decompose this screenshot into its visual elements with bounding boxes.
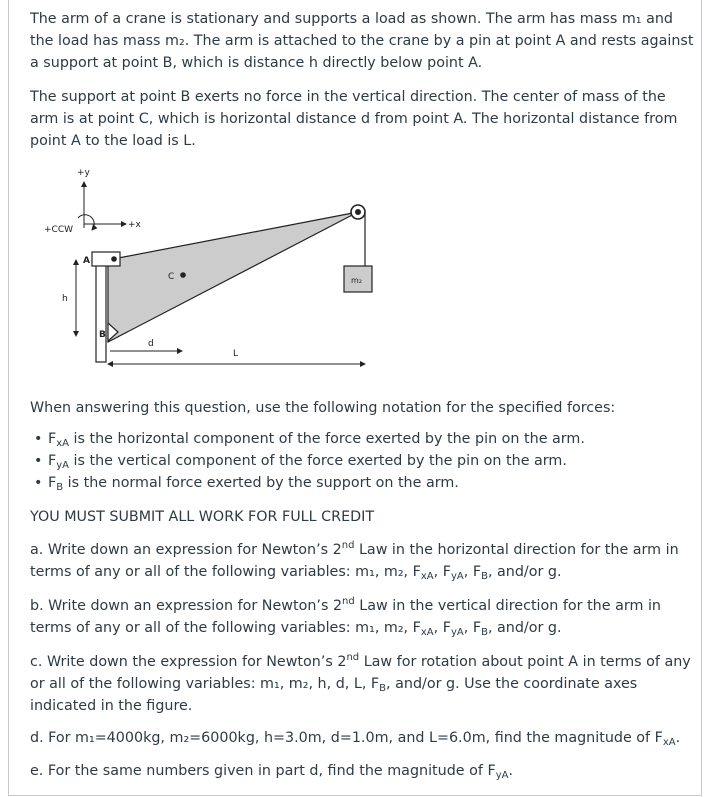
problem-paragraph-2: The support at point B exerts no force in the vertical direction. The center of mass of the arm is at point C, which is horizontal distance d from point A. The horizontal distance from point A to the load is L.: [30, 89, 678, 149]
center-of-mass-dot: [180, 272, 186, 278]
ccw-label: +CCW: [44, 225, 74, 235]
crane-diagram: [30, 160, 380, 375]
load-m2-label: m₂: [351, 276, 362, 285]
notation-intro: When answering this question, use the following notation for the specified forces:: [30, 400, 616, 416]
part-c: c. Write down the expression for Newton’s 2nd Law for rotation about point A in terms of any or all of the following variables: m₁, m₂, h, d, L, $F_B$, and/or g. Use the coordinate axes indicated in the figure.: [30, 652, 691, 714]
coordinate-axes: [44, 168, 142, 235]
pulley-hub: [355, 209, 361, 215]
ccw-arc-icon: [78, 215, 94, 230]
point-a-label: A: [83, 256, 90, 266]
problem-paragraph-1: The arm of a crane is stationary and supports a load as shown. The arm has mass m₁ and the load has mass m₂. The arm is attached to the crane by a pin at point A and rests against a support at point B, which is distance h directly below point A.: [30, 11, 694, 71]
pin-a: [111, 256, 117, 262]
crane-arm: [108, 212, 358, 342]
point-b-label: B: [99, 330, 106, 340]
h-label: h: [62, 294, 68, 304]
part-a: a. Write down an expression for Newton’s 2nd Law in the horizontal direction for the arm in terms of any or all of the following variables: m₁, m₂, $F_{xA}$, $F_{yA}$, $F_B$, and/or g.: [30, 540, 679, 582]
force-notation-list: [30, 428, 585, 494]
question-card: [8, 0, 702, 796]
list-item: • $F_{yA}$ is the vertical component of the force exerted by the pin on the arm.: [30, 450, 585, 472]
part-d: d. For m₁=4000kg, m₂=6000kg, h=3.0m, d=1.0m, and L=6.0m, find the magnitude of $F_{xA}$.: [30, 730, 681, 748]
list-item: • $F_B$ is the normal force exerted by the support on the arm.: [30, 472, 585, 494]
point-c-label: C: [168, 272, 175, 282]
part-e: e. For the same numbers given in part d, find the magnitude of $F_{yA}$.: [30, 763, 513, 781]
submit-notice: YOU MUST SUBMIT ALL WORK FOR FULL CREDIT: [30, 509, 375, 525]
plus-x-label: +x: [128, 220, 141, 230]
plus-y-label: +y: [77, 168, 90, 178]
part-b: b. Write down an expression for Newton’s 2nd Law in the vertical direction for the arm in terms of any or all of the following variables: m₁, m₂, $F_{xA}$, $F_{yA}$, $F_B$, and/or g.: [30, 596, 661, 638]
d-label: d: [148, 339, 154, 349]
list-item: • $F_{xA}$ is the horizontal component of the force exerted by the pin on the arm.: [30, 428, 585, 450]
crane-post: [96, 254, 106, 362]
l-label: L: [233, 349, 239, 359]
